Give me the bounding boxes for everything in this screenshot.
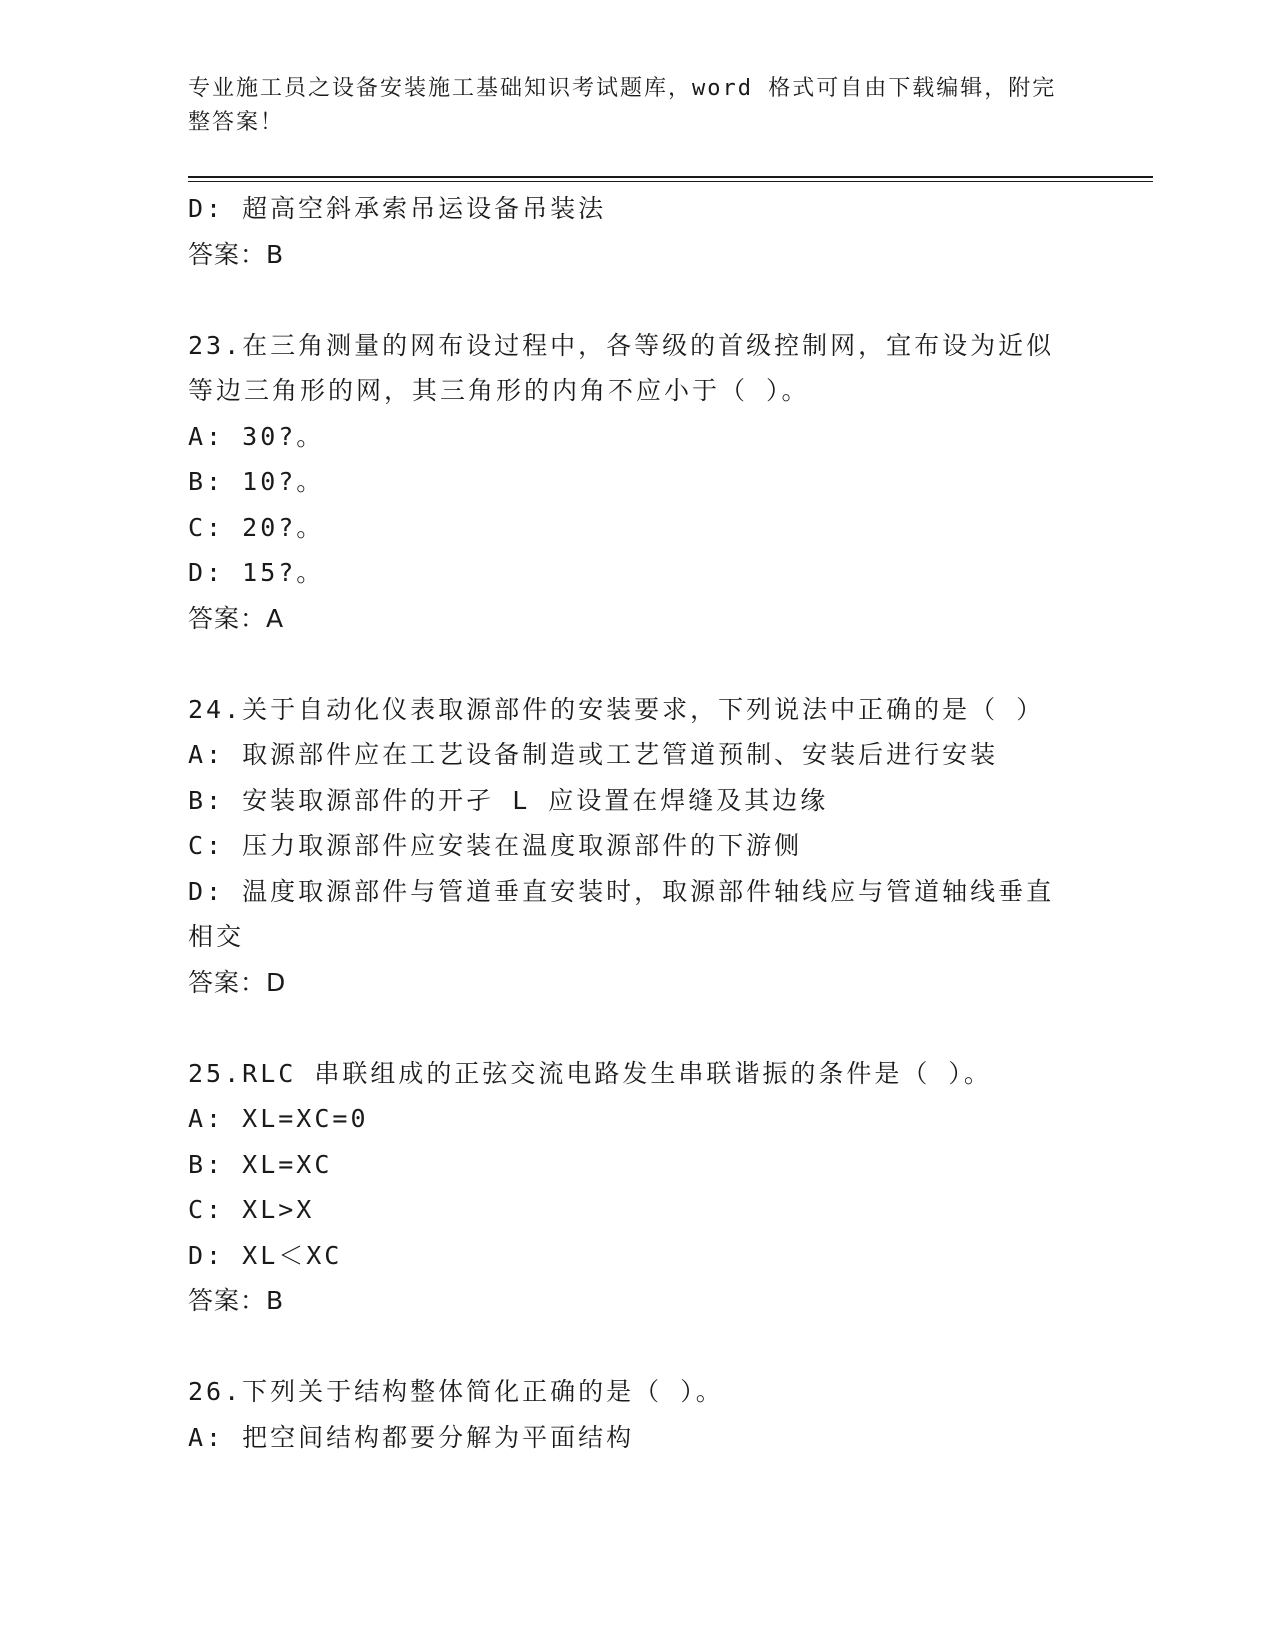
spacer [188,641,1088,687]
answer-line: 答案：B [188,239,285,269]
option-d: D: 超高空斜承索吊运设备吊装法 [188,194,607,223]
option-d: D: 15?。 [188,558,325,587]
option-c: C: XL>X [188,1195,315,1224]
question-26 [188,1369,1088,1460]
question-stem: 24.关于自动化仪表取源部件的安装要求，下列说法中正确的是（ ） [188,694,1045,724]
answer-line: 答案：D [188,967,287,997]
option-a: A: 30?。 [188,421,325,451]
option-a: A: 取源部件应在工艺设备制造或工艺管道预制、安装后进行安装 [188,740,999,769]
header-divider-thin [188,181,1153,182]
spacer [188,1324,1088,1370]
option-c: C: 压力取源部件应安装在温度取源部件的下游侧 [188,831,803,860]
question-23 [188,323,1088,642]
spacer [188,1005,1088,1051]
question-content [188,186,1088,1460]
question-stem: 23.在三角测量的网布设过程中，各等级的首级控制网，宜布设为近似 [188,330,1055,360]
previous-question-tail [188,186,1088,277]
option-c: C: 20?。 [188,512,325,542]
question-stem: 26.下列关于结构整体简化正确的是（ ）。 [188,1377,724,1406]
option-b: B: 安装取源部件的开孑 L 应设置在焊缝及其边缘 [188,785,829,815]
header-divider-thick [188,176,1153,178]
question-stem-continued: 等边三角形的网，其三角形的内角不应小于（ ）。 [188,376,810,405]
answer-line: 答案：A [188,603,285,633]
option-a: A: XL=XC=0 [188,1104,369,1133]
header-line-2: 整答案！ [188,110,285,135]
option-b: B: 10?。 [188,467,325,496]
option-a: A: 把空间结构都要分解为平面结构 [188,1422,635,1452]
question-24 [188,687,1088,1006]
option-d: D: XL＜XC [188,1240,343,1270]
header-line-1: 专业施工员之设备安装施工基础知识考试题库，word 格式可自由下载编辑，附完 [188,76,1057,101]
option-d: D: 温度取源部件与管道垂直安装时，取源部件轴线应与管道轴线垂直 [188,876,1055,906]
document-header [188,72,1088,140]
option-d-continued: 相交 [188,922,245,951]
option-b: B: XL=XC [188,1149,333,1179]
question-25 [188,1051,1088,1324]
question-stem: 25.RLC 串联组成的正弦交流电路发生串联谐振的条件是（ ）。 [188,1058,992,1088]
spacer [188,277,1088,323]
answer-line: 答案：B [188,1286,285,1315]
